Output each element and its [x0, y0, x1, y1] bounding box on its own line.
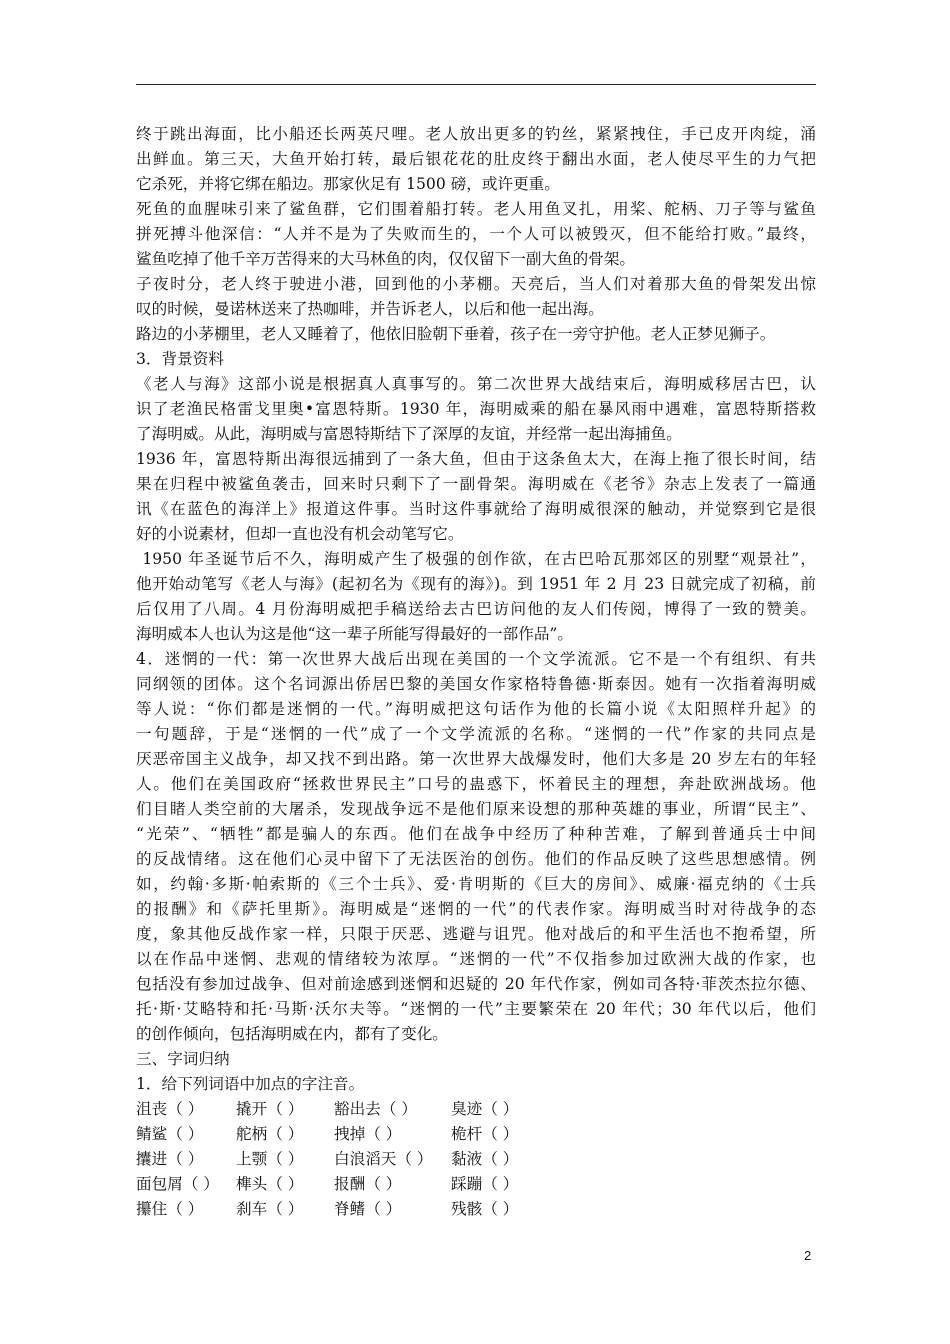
text-line: 好的小说素材，但却一直也没有机会动笔写它。 [136, 525, 464, 543]
vocab-item: 豁出去（ ） [334, 1100, 417, 1118]
text-line: 1950 年圣诞节后不久，海明威产生了极强的创作欲，在古巴哈瓦那郊区的别墅“观景社”， [136, 550, 816, 568]
vocab-item: 踩蹦（ ） [451, 1175, 519, 1193]
vocab-row [136, 1147, 816, 1172]
heading-background [136, 347, 816, 372]
paragraph-return-harbor [136, 272, 816, 322]
text-line: 以在作品中迷惘、悲观的情绪较为浓厚。“迷惘的一代”不仅指参加过欧洲大战的作家，也 [136, 950, 816, 968]
paragraph-dream-lions [136, 322, 816, 347]
text-line: 路边的小茅棚里，老人又睡着了，他依旧脸朝下垂着，孩子在一旁守护他。老人正梦见狮子。 [136, 325, 776, 343]
text-line: 他开始动笔写《老人与海》(起初名为《现有的海》)。到 1951 年 2 月 23 日就完成了初稿，前 [136, 575, 816, 593]
text-line: 如，约翰·多斯·帕索斯的《三个士兵》、爱·肯明斯的《巨大的房间》、威廉·福克纳的《士兵 [136, 875, 816, 893]
vocab-item: 白浪滔天（ ） [334, 1150, 433, 1168]
text-line: 叹的时候，曼诺林送来了热咖啡，并告诉老人，以后和他一起出海。 [136, 300, 604, 318]
vocab-item: 桅杆（ ） [451, 1125, 519, 1143]
text-line: 的反战情绪。这在他们心灵中留下了无法医治的创伤。他们的作品反映了这些思想感情。例 [136, 850, 816, 868]
vocab-item: 刹车（ ） [236, 1200, 304, 1218]
vocab-item: 脊鳍（ ） [334, 1200, 402, 1218]
vocab-item: 鲭鲨（ ） [136, 1125, 204, 1143]
vocab-item: 面包屑（ ） [136, 1175, 219, 1193]
vocab-row [136, 1097, 816, 1122]
text-line: 托·斯·艾略特和托·马斯·沃尔夫等。“迷惘的一代”主要繁荣在 20 年代；30 年代以后，他们 [136, 1000, 816, 1018]
text-line: 出鲜血。第三天，大鱼开始打转，最后银花花的肚皮终于翻出水面，老人使尽平生的力气把 [136, 150, 816, 168]
text-line: “光荣”、“牺牲”都是骗人的东西。他们在战争中经历了种种苦难，了解到普通兵士中间 [136, 825, 816, 843]
text-line: 识了老渔民格雷戈里奥•富恩特斯。1930 年，海明威乘的船在暴风雨中遇难，富恩特斯搭救 [136, 400, 816, 418]
vocab-item: 报酬（ ） [334, 1175, 402, 1193]
text-line: 3．背景资料 [136, 350, 224, 368]
text-line: 《老人与海》这部小说是根据真人真事写的。第二次世界大战结束后，海明威移居古巴，认 [136, 375, 816, 393]
text-line: 拼死搏斗他深信：“人并不是为了失败而生的，一个人可以被毁灭，但不能给打败。”最终， [136, 225, 816, 243]
paragraph-lost-generation [136, 647, 816, 1047]
vocab-item: 攥住（ ） [136, 1200, 204, 1218]
vocab-row [136, 1122, 816, 1147]
question-prompt: 1．给下列词语中加点的字注音。 [136, 1075, 365, 1093]
text-line: 终于跳出海面，比小船还长两英尺哩。老人放出更多的钓丝，紧紧拽住，手已皮开肉绽，涌 [136, 125, 816, 143]
text-line: 的创作倾向，包括海明威在内，都有了变化。 [136, 1025, 448, 1043]
vocab-row [136, 1172, 816, 1197]
text-line: 它杀死，并将它绑在船边。那家伙足有 1500 磅，或许更重。 [136, 175, 560, 193]
vocab-item: 拽掉（ ） [334, 1125, 402, 1143]
text-line: 海明威本人也认为这是他“这一辈子所能写得最好的一部作品”。 [136, 625, 573, 643]
header-rule [136, 84, 816, 85]
vocab-item: 残骸（ ） [451, 1200, 519, 1218]
paragraph-1936 [136, 447, 816, 547]
vocab-item: 攮进（ ） [136, 1150, 204, 1168]
text-line: 们目睹人类空前的大屠杀，发现战争远不是他们原来设想的那种英雄的事业，所谓“民主”、 [136, 800, 816, 818]
text-line: 一句题辞，于是“迷惘的一代”成了一个文学流派的名称。“迷惘的一代”作家的共同点是 [136, 725, 816, 743]
paragraph-true-story [136, 372, 816, 447]
text-line: 1936 年，富恩特斯出海很远捕到了一条大鱼，但由于这条鱼太大，在海上拖了很长时间，结 [136, 450, 816, 468]
text-line: 子夜时分，老人终于驶进小港，回到他的小茅棚。天亮后，当人们对着那大鱼的骨架发出惊 [136, 275, 816, 293]
text-line: 等人说：“你们都是迷惘的一代。”海明威把这句话作为他的长篇小说《太阳照样升起》的 [136, 700, 816, 718]
text-line: 了海明威。从此，海明威与富恩特斯结下了深厚的友谊，并经常一起出海捕鱼。 [136, 425, 682, 443]
text-line: 人。他们在美国政府“拯救世界民主”口号的蛊惑下，怀着民主的理想，奔赴欧洲战场。他 [136, 775, 816, 793]
vocab-item: 撬开（ ） [236, 1100, 304, 1118]
text-line: 果在归程中被鲨鱼袭击，回来时只剩下了一副骨架。海明威在《老爷》杂志上发表了一篇通 [136, 475, 816, 493]
paragraph-marlin-kill [136, 122, 816, 197]
text-line: 死鱼的血腥味引来了鲨鱼群，它们围着船打转。老人用鱼叉扎，用桨、舵柄、刀子等与鲨鱼 [136, 200, 816, 218]
vocab-row [136, 1197, 816, 1222]
section-heading: 三、字词归纳 [136, 1050, 230, 1068]
text-line: 厌恶帝国主义战争，却又找不到出路。第一次世界大战爆发时，他们大多是 20 岁左右的年轻 [136, 750, 816, 768]
text-line: 的报酬》和《萨托里斯》。海明威是“迷惘的一代”的代表作家。海明威当时对待战争的态 [136, 900, 816, 918]
text-line: 讯《在蓝色的海洋上》报道这件事。当时这件事就给了海明威很深的触动，并觉察到它是很 [136, 500, 816, 518]
page-number: 2 [804, 1248, 812, 1263]
page-body [136, 122, 816, 1222]
text-line: 同纲领的团体。这个名词源出侨居巴黎的美国女作家格特鲁德·斯泰因。她有一次指着海明威 [136, 675, 816, 693]
vocab-item: 臭迹（ ） [451, 1100, 519, 1118]
paragraph-1950 [136, 547, 816, 647]
text-line: 4．迷惘的一代：第一次世界大战后出现在美国的一个文学流派。它不是一个有组织、有共 [136, 650, 816, 668]
paragraph-shark-fight [136, 197, 816, 272]
vocab-item: 榫头（ ） [236, 1175, 304, 1193]
vocab-item: 沮丧（ ） [136, 1100, 204, 1118]
vocab-item: 舵柄（ ） [236, 1125, 304, 1143]
vocab-item: 黏液（ ） [451, 1150, 519, 1168]
vocab-grid [136, 1097, 816, 1222]
text-line: 包括没有参加过战争、但对前途感到迷惘和迟疑的 20 年代作家，例如司各特·菲茨杰拉尔德、 [136, 975, 816, 993]
vocab-item: 上颚（ ） [236, 1150, 304, 1168]
text-line: 度，象其他反战作家一样，只限于厌恶、逃避与诅咒。他对战后的和平生活也不抱希望，所 [136, 925, 816, 943]
text-line: 后仅用了八周。4 月份海明威把手稿送给去古巴访问他的友人们传阅，博得了一致的赞美。 [136, 600, 816, 618]
text-line: 鲨鱼吃掉了他千辛万苦得来的大马林鱼的肉，仅仅留下一副大鱼的骨架。 [136, 250, 636, 268]
